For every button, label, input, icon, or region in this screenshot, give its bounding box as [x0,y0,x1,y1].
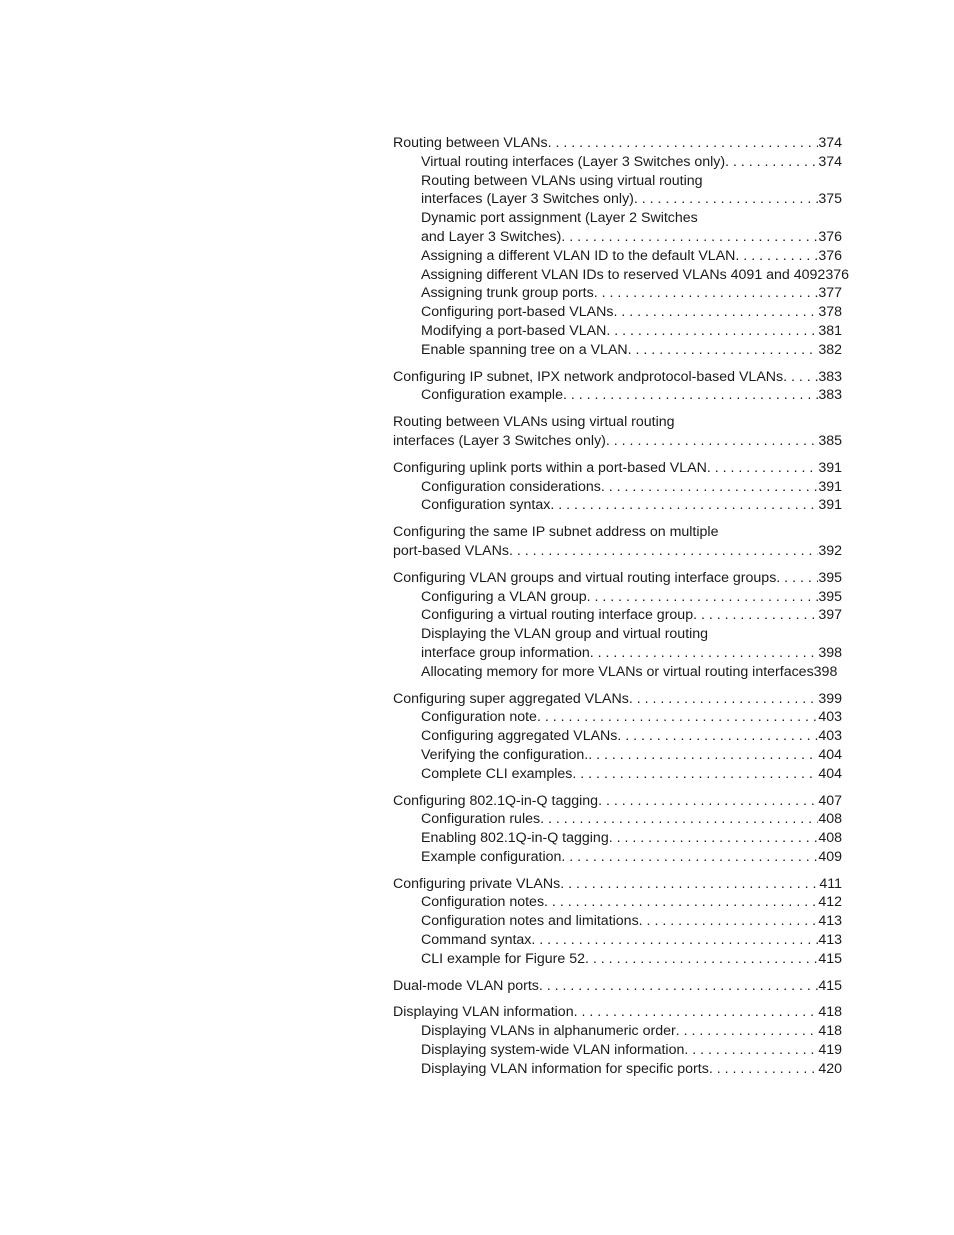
toc-entry-title: Displaying VLAN information for specific ports [421,1060,709,1077]
toc-entry-title: Configuration considerations [421,478,601,495]
toc-entry-title: Configuring IP subnet, IPX network andprotocol-based VLANs [393,368,784,385]
toc-page-number: 374 [818,153,842,170]
toc-page-number: 411 [819,875,842,892]
toc-entry-title: Displaying the VLAN group and virtual routing [421,626,709,643]
toc-page-number: 415 [818,950,842,967]
toc-entry-title: Configuring VLAN groups and virtual routing interface groups [393,569,777,586]
toc-entry-title: Command syntax [421,932,532,949]
toc-page-number: 403 [818,709,842,726]
toc-subentry[interactable] [393,727,842,746]
toc-entry-title: Configuring super aggregated VLANs [393,690,629,707]
dot-leader [634,190,818,209]
toc-page-number: 391 [818,478,842,495]
toc-entry[interactable] [393,413,842,432]
toc-entry[interactable] [393,368,842,387]
toc-subentry[interactable] [393,209,842,228]
toc-section [393,368,865,406]
toc-page-number: 399 [818,690,842,707]
dot-leader [585,950,818,969]
toc-page-number: 398 [813,663,838,680]
toc-subentry[interactable] [393,303,842,322]
dot-leader [606,322,818,341]
toc-entry-title: Configuring uplink ports within a port-based VLAN [393,459,707,476]
toc-subentry[interactable] [393,172,842,191]
toc-entry-title: Configuration notes [421,894,545,911]
dot-leader [609,829,819,848]
toc-entry-title: interfaces (Layer 3 Switches only) [393,432,606,449]
toc-page-number: 395 [818,588,842,605]
toc-page-number: 407 [818,792,842,809]
dot-leader [594,284,819,303]
dot-leader [783,368,818,387]
toc-entry[interactable] [393,875,842,894]
toc-subentry[interactable] [393,829,842,848]
toc-entry-title: Configuration rules [421,811,541,828]
toc-entry[interactable] [393,569,842,588]
toc-entry[interactable] [393,1003,842,1022]
dot-leader [639,912,819,931]
toc-subentry[interactable] [393,810,842,829]
dot-leader [587,588,819,607]
toc-subentry[interactable] [393,893,842,912]
dot-leader [560,875,819,894]
dot-leader [629,690,819,709]
toc-subentry[interactable] [393,746,842,765]
toc-page-number: 404 [818,765,842,782]
toc-entry-title: Configuring private VLANs [393,875,561,892]
toc-page-number: 383 [818,387,842,404]
toc-section [393,523,865,561]
toc-page-number: 374 [818,135,842,151]
toc-entry-title: Displaying VLAN information [393,1004,574,1021]
dot-leader [509,542,818,561]
dot-leader [725,153,818,172]
toc-subentry[interactable] [393,266,865,285]
toc-entry-title: Configuring a virtual routing interface group [421,607,694,624]
toc-entry-title: Enabling 802.1Q-in-Q tagging [421,830,609,847]
toc-entry[interactable] [393,690,842,709]
toc-entry-title: interface group information [421,644,590,661]
toc-entry-title: Dynamic port assignment (Layer 2 Switches [421,210,698,227]
toc-subentry[interactable] [393,1060,842,1079]
toc-page-number: 415 [818,977,842,994]
toc-page-number: 418 [818,1023,842,1040]
dot-leader [676,1022,819,1041]
toc-entry-title: Enable spanning tree on a VLAN [421,341,628,358]
toc-page-number: 395 [818,569,842,586]
toc-page-number: 376 [818,228,842,245]
dot-leader [531,931,818,950]
toc-entry-title: Routing between VLANs using virtual routing [393,414,675,431]
dot-leader [606,432,818,451]
toc-entry-title: interfaces (Layer 3 Switches only) [421,191,634,208]
dot-leader [548,134,819,153]
toc-subentry[interactable] [393,663,865,682]
toc-subentry[interactable] [393,765,842,784]
dot-leader [617,727,818,746]
toc-entry-title: Complete CLI examples [421,765,573,782]
toc-entry-title: Configuration syntax [421,497,551,514]
toc-entry[interactable] [393,432,842,451]
toc-subentry[interactable] [393,153,842,172]
toc-entry[interactable] [393,542,842,561]
toc-page-number: 398 [818,644,842,661]
toc-entry[interactable] [393,792,842,811]
toc-subentry[interactable] [393,950,842,969]
toc-subentry[interactable] [393,247,842,266]
dot-leader [544,893,818,912]
dot-leader [588,746,818,765]
toc-page-number: 382 [818,341,842,358]
toc-entry-title: Configuring 802.1Q-in-Q tagging [393,792,599,809]
toc-entry[interactable] [393,977,842,996]
dot-leader [563,386,818,405]
toc-subentry[interactable] [393,284,842,303]
toc-subentry[interactable] [393,190,842,209]
toc-entry[interactable] [393,523,842,542]
toc-entry-title: Configuring a VLAN group [421,588,587,605]
toc-subentry[interactable] [393,708,842,727]
dot-leader [709,1060,819,1079]
toc-section [393,875,865,969]
toc-page-number: 383 [818,368,842,385]
toc-entry-title: CLI example for Figure 52 [421,950,586,967]
toc-entry-title: Dual-mode VLAN ports [393,977,539,994]
dot-leader [550,496,818,515]
dot-leader [601,478,819,497]
toc-page-number: 376 [825,266,849,283]
toc-subentry[interactable] [393,386,842,405]
toc-entry-title: Displaying system-wide VLAN information [421,1042,685,1059]
toc-page-number: 376 [818,247,842,264]
dot-leader [707,459,818,478]
toc-page-number: 392 [818,542,842,559]
toc-page-number: 377 [818,285,842,302]
toc-page-number: 403 [818,728,842,745]
toc-section [393,134,865,360]
toc-page-number: 408 [818,830,842,847]
dot-leader [613,303,818,322]
dot-leader [735,247,818,266]
toc-entry-title: Allocating memory for more VLANs or virtual routing interfaces [421,663,814,680]
dot-leader [598,792,818,811]
toc-page-number: 412 [818,894,842,911]
toc-page-number: 378 [818,304,842,321]
toc-subentry[interactable] [393,588,842,607]
toc-entry-title: Configuring aggregated VLANs [421,728,618,745]
toc-section [393,459,865,515]
dot-leader [776,569,818,588]
toc-subentry[interactable] [393,341,842,360]
toc-entry-title: Configuring the same IP subnet address on multiple [393,524,719,541]
toc-entry[interactable] [393,134,842,153]
toc-subentry[interactable] [393,228,842,247]
dot-leader [539,977,818,996]
toc-subentry[interactable] [393,912,842,931]
toc-subentry[interactable] [393,848,842,867]
toc-subentry[interactable] [393,322,842,341]
dot-leader [628,341,819,360]
toc-section [393,690,865,784]
toc-subentry[interactable] [393,478,842,497]
toc-page-number: 397 [818,607,842,624]
toc-entry-title: Configuration notes and limitations [421,913,639,930]
toc-entry-title: Configuration example [421,387,563,404]
toc-entry-title: Configuration note [421,709,537,726]
toc-section [393,977,865,996]
toc-page-number: 419 [818,1042,842,1059]
toc-section [393,413,865,451]
toc-section [393,792,865,867]
toc-entry-title: Virtual routing interfaces (Layer 3 Switches only) [421,153,726,170]
toc-entry-title: Routing between VLANs [393,135,548,151]
dot-leader [561,228,818,247]
toc-entry-title: Assigning trunk group ports [421,285,594,302]
toc-subentry[interactable] [393,931,842,950]
toc-page-number: 409 [818,848,842,865]
toc-section [393,1003,865,1078]
dot-leader [537,708,818,727]
toc-subentry[interactable] [393,496,842,515]
toc-page-number: 413 [818,932,842,949]
toc-entry-title: Verifying the configuration. [421,746,589,763]
toc-page-number: 385 [818,432,842,449]
toc-page-number: 418 [818,1004,842,1021]
toc-entry-title: Assigning different VLAN IDs to reserved VLANs 4091 and 4092 [421,266,826,283]
toc-page-number: 404 [818,746,842,763]
toc-subentry[interactable] [393,1041,842,1060]
toc-page-number: 420 [818,1060,842,1077]
toc-page-number: 413 [818,913,842,930]
toc-page-number: 381 [818,322,842,339]
toc-subentry[interactable] [393,625,842,644]
toc-entry-title: Modifying a port-based VLAN [421,322,607,339]
toc-page-number: 391 [818,497,842,514]
toc-entry-title: and Layer 3 Switches) [421,228,562,245]
dot-leader [693,606,818,625]
dot-leader [561,848,818,867]
toc-page-number: 391 [818,459,842,476]
toc-page-number: 375 [818,191,842,208]
dot-leader [572,765,818,784]
toc-subentry[interactable] [393,1022,842,1041]
table-of-contents [393,134,865,1087]
dot-leader [684,1041,818,1060]
toc-subentry[interactable] [393,644,842,663]
dot-leader [574,1003,819,1022]
dot-leader [540,810,818,829]
toc-entry-title: Configuring port-based VLANs [421,304,614,321]
toc-entry-title: Example configuration [421,848,562,865]
toc-page-number: 408 [818,811,842,828]
toc-entry-title: Assigning a different VLAN ID to the default VLAN [421,247,736,264]
toc-entry[interactable] [393,459,842,478]
toc-subentry[interactable] [393,606,842,625]
toc-entry-title: port-based VLANs [393,542,509,559]
toc-section [393,569,865,682]
dot-leader [590,644,819,663]
toc-entry-title: Displaying VLANs in alphanumeric order [421,1023,676,1040]
toc-entry-title: Routing between VLANs using virtual routing [421,172,703,189]
